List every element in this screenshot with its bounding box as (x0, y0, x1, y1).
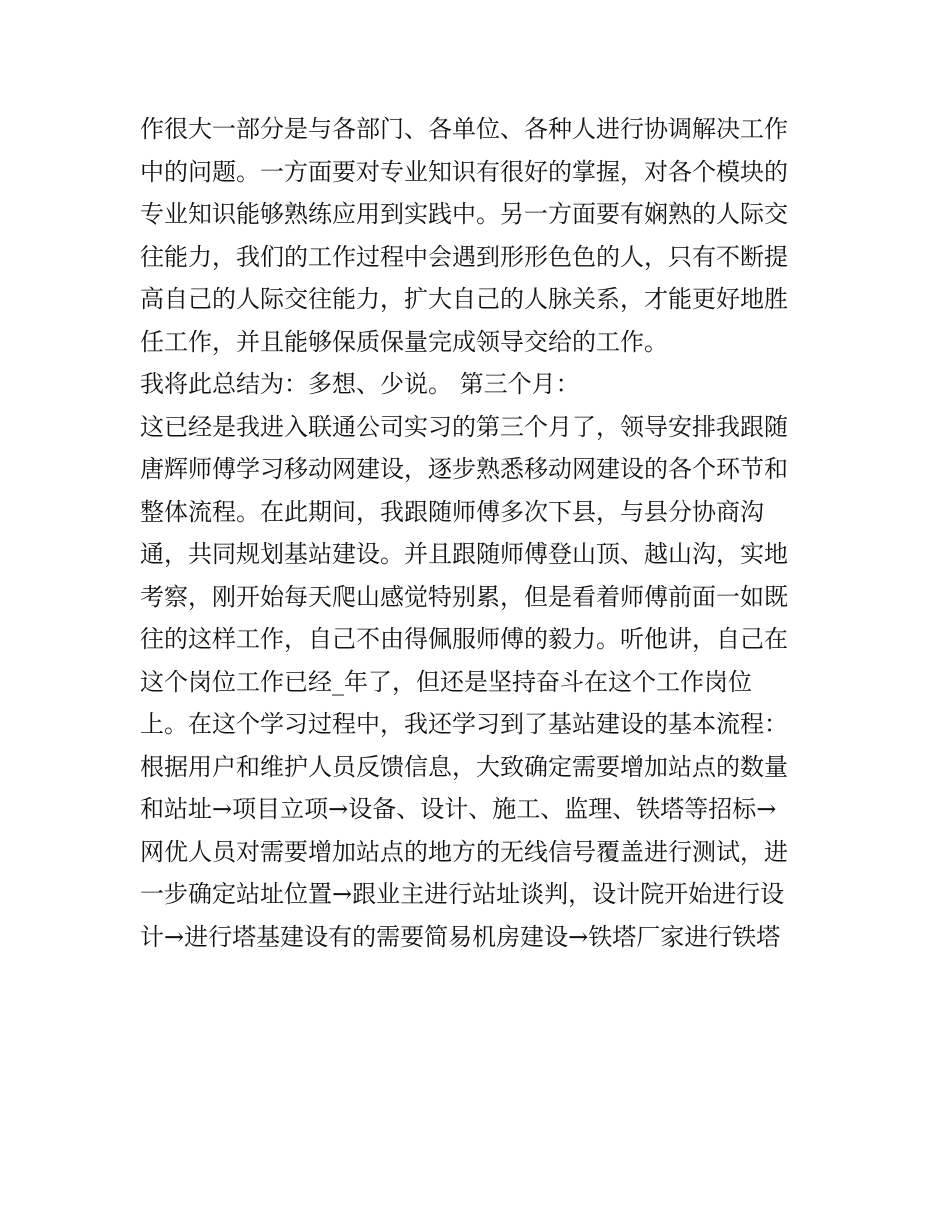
text-line: 专业知识能够熟练应用到实践中。另一方面要有娴熟的人际交 (140, 200, 788, 228)
text-line: 根据用户和维护人员反馈信息，大致确定需要增加站点的数量 (140, 752, 788, 781)
text-line: 考察，刚开始每天爬山感觉特别累，但是看着师傅前面一如既 (140, 582, 788, 611)
text-line: 往的这样工作，自己不由得佩服师傅的毅力。听他讲，自己在 (140, 625, 788, 653)
text-line: 通，共同规划基站建设。并且跟随师傅登山顶、越山沟，实地 (140, 540, 788, 568)
text-line: 整体流程。在此期间，我跟随师傅多次下县，与县分协商沟 (140, 497, 764, 526)
text-line: 一步确定站址位置→跟业主进行站址谈判，设计院开始进行设 (140, 880, 785, 908)
text-line: 唐辉师傅学习移动网建设，逐步熟悉移动网建设的各个环节和 (140, 455, 788, 483)
text-line: 往能力，我们的工作过程中会遇到形形色色的人，只有不断提 (140, 242, 788, 271)
text-line: 我将此总结为：多想、少说。 第三个月： (140, 370, 580, 398)
text-line: 这个岗位工作已经_年了，但还是坚持奋斗在这个工作岗位 (140, 667, 752, 696)
text-line: 中的问题。一方面要对专业知识有很好的掌握，对各个模块的 (140, 157, 788, 186)
text-line: 网优人员对需要增加站点的地方的无线信号覆盖进行测试，进 (140, 837, 788, 866)
text-line: 作很大一部分是与各部门、各单位、各种人进行协调解决工作 (140, 115, 788, 143)
text-line: 上。在这个学习过程中，我还学习到了基站建设的基本流程： (140, 710, 788, 738)
text-line: 任工作，并且能够保质保量完成领导交给的工作。 (140, 327, 668, 356)
text-line: 高自己的人际交往能力，扩大自己的人脉关系，才能更好地胜 (140, 285, 788, 313)
text-line: 和站址→项目立项→设备、设计、施工、监理、铁塔等招标→ (140, 795, 777, 823)
text-line: 这已经是我进入联通公司实习的第三个月了，领导安排我跟随 (140, 412, 788, 441)
text-line: 计→进行塔基建设有的需要简易机房建设→铁塔厂家进行铁塔 (140, 922, 781, 951)
document-body (140, 108, 830, 958)
